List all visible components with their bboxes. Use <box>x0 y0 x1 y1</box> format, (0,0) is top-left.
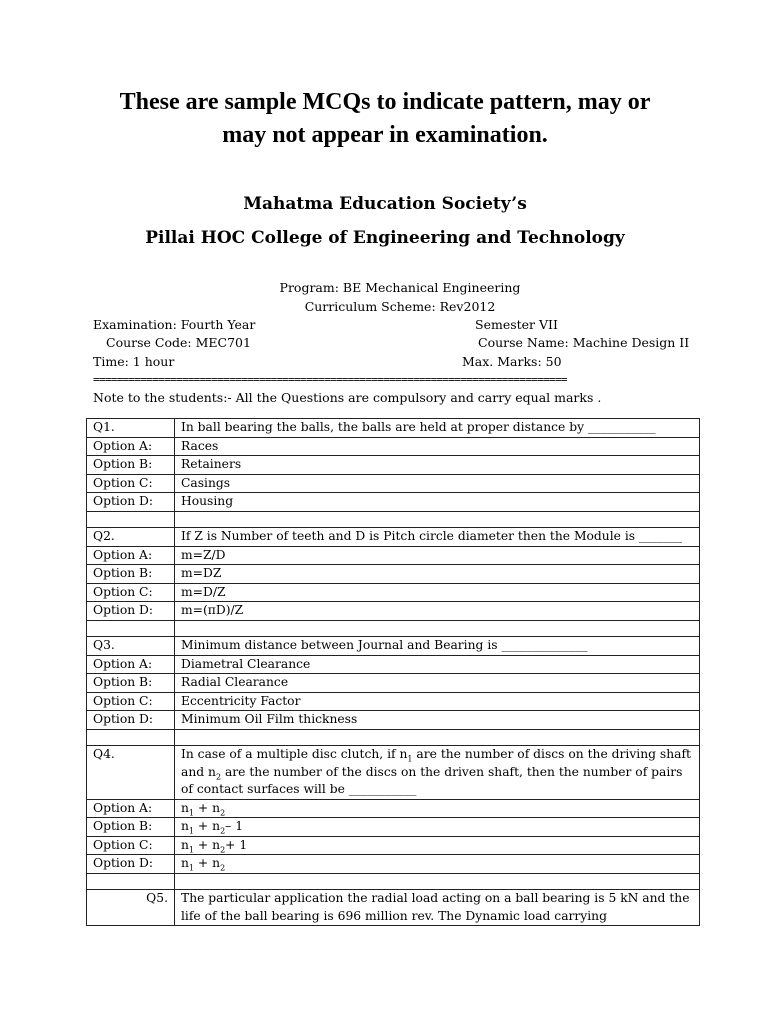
option-label: Option D: <box>87 493 175 512</box>
option-label: Option B: <box>87 674 175 693</box>
examination-label: Examination: Fourth Year <box>93 317 256 332</box>
option-label: Option A: <box>87 655 175 674</box>
disclaimer-line-2: may not appear in examination. <box>222 122 548 148</box>
question-text: Minimum distance between Journal and Bearing is ______________ <box>175 636 700 655</box>
separator-rule: ================================================================================ <box>93 373 567 386</box>
option-row <box>87 692 700 711</box>
option-text: Races <box>175 437 700 456</box>
disclaimer-heading <box>60 86 710 152</box>
option-text: $n_1 + n_2$ <box>175 855 700 874</box>
course-code-label: Course Code: MEC701 <box>106 335 251 350</box>
option-label: Option A: <box>87 437 175 456</box>
option-row <box>87 583 700 602</box>
question-row <box>87 890 700 926</box>
option-label: Option B: <box>87 565 175 584</box>
question-row <box>87 527 700 546</box>
question-label: Q4. <box>87 745 175 799</box>
question-label: Q2. <box>87 527 175 546</box>
spacer-row <box>87 511 700 527</box>
option-text: $n_1 + n_2$ <box>175 799 700 818</box>
option-label: Option A: <box>87 799 175 818</box>
option-row <box>87 437 700 456</box>
question-row <box>87 419 700 438</box>
option-label: Option D: <box>87 711 175 730</box>
option-label: Option C: <box>87 836 175 855</box>
question-row <box>87 745 700 799</box>
option-row <box>87 493 700 512</box>
semester-label: Semester VII <box>475 317 558 332</box>
option-text: m=DZ <box>175 565 700 584</box>
question-text: The particular application the radial load acting on a ball bearing is 5 kN and the life of the ball bearing is 696 million rev. The Dynamic load carrying <box>175 890 700 926</box>
option-row <box>87 799 700 818</box>
question-text: In ball bearing the balls, the balls are held at proper distance by ___________ <box>175 419 700 438</box>
scheme-line: Curriculum Scheme: Rev2012 <box>304 299 496 314</box>
option-text: Radial Clearance <box>175 674 700 693</box>
option-row <box>87 546 700 565</box>
max-marks-label: Max. Marks: 50 <box>462 354 562 369</box>
option-row <box>87 474 700 493</box>
option-label: Option D: <box>87 855 175 874</box>
option-text: Housing <box>175 493 700 512</box>
option-text: Minimum Oil Film thickness <box>175 711 700 730</box>
time-label: Time: 1 hour <box>93 354 175 369</box>
option-text: Eccentricity Factor <box>175 692 700 711</box>
option-row <box>87 565 700 584</box>
option-text: $n_1 + n_2+ 1$ <box>175 836 700 855</box>
disclaimer-line-1: These are sample MCQs to indicate pattern, may or <box>119 89 651 115</box>
spacer-row <box>87 620 700 636</box>
option-label: Option B: <box>87 456 175 475</box>
option-row <box>87 674 700 693</box>
option-text: Diametral Clearance <box>175 655 700 674</box>
option-text: $n_1 + n_2-$ 1 <box>175 818 700 837</box>
option-row <box>87 836 700 855</box>
students-note: Note to the students:- All the Questions are compulsory and carry equal marks . <box>93 390 602 405</box>
question-text: If Z is Number of teeth and D is Pitch circle diameter then the Module is _______ <box>175 527 700 546</box>
option-row <box>87 711 700 730</box>
spacer-row <box>87 874 700 890</box>
option-row <box>87 818 700 837</box>
question-label: Q1. <box>87 419 175 438</box>
program-line: Program: BE Mechanical Engineering <box>279 280 521 295</box>
college-name: Pillai HOC College of Engineering and Technology <box>145 228 625 248</box>
option-text: m=D/Z <box>175 583 700 602</box>
option-label: Option C: <box>87 692 175 711</box>
option-row <box>87 602 700 621</box>
option-label: Option B: <box>87 818 175 837</box>
option-text: m=Z/D <box>175 546 700 565</box>
spacer-row <box>87 729 700 745</box>
question-row <box>87 636 700 655</box>
question-label: Q5. <box>87 890 175 926</box>
course-name-label: Course Name: Machine Design II <box>478 335 690 350</box>
option-label: Option C: <box>87 583 175 602</box>
question-text: In case of a multiple disc clutch, if $n_1$ are the number of discs on the driving shaft and $n_2$ are the number of the discs on the driven shaft, then the number of pairs of contact surfaces will be ___________ <box>175 745 700 799</box>
society-name: Mahatma Education Society’s <box>243 194 527 214</box>
option-label: Option A: <box>87 546 175 565</box>
option-text: Casings <box>175 474 700 493</box>
option-label: Option C: <box>87 474 175 493</box>
mcq-table <box>86 418 700 926</box>
option-text: m=(πD)/Z <box>175 602 700 621</box>
option-row <box>87 655 700 674</box>
question-label: Q3. <box>87 636 175 655</box>
option-row <box>87 855 700 874</box>
option-text: Retainers <box>175 456 700 475</box>
option-row <box>87 456 700 475</box>
option-label: Option D: <box>87 602 175 621</box>
